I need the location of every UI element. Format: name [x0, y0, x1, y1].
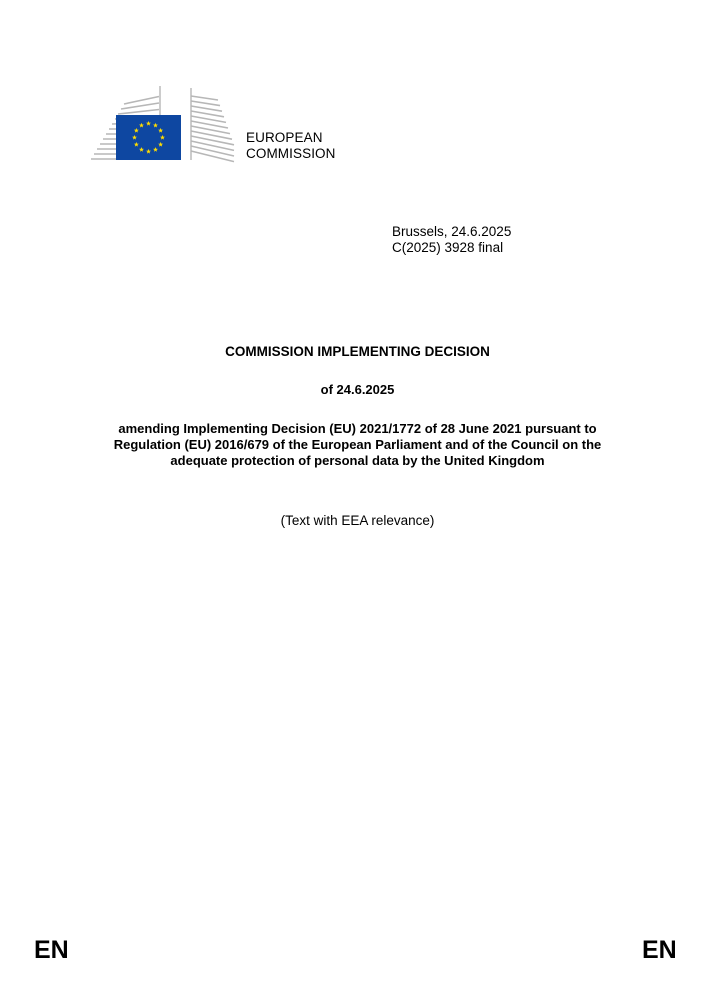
language-code-right: EN [642, 936, 677, 964]
eea-relevance-note: (Text with EEA relevance) [280, 513, 435, 528]
building-line [191, 101, 220, 106]
building-line [191, 96, 218, 100]
organization-name-line-1: EUROPEAN [246, 130, 323, 145]
language-code-left: EN [34, 936, 69, 964]
building-line [124, 97, 159, 105]
building-line [191, 136, 234, 145]
building-line [118, 110, 159, 115]
reference-block [392, 224, 511, 256]
building-line [191, 146, 234, 156]
organization-name [246, 130, 336, 162]
document-title: COMMISSION IMPLEMENTING DECISION [225, 344, 490, 359]
building-line [191, 111, 224, 117]
building-line [191, 141, 234, 150]
document-subject: amending Implementing Decision (EU) 2021/1772 of 28 June 2021 pursuant to Regulation (EU) 2016/679 of the European Parliament and of the Council on the adequate protection of personal data by the United Kingdom [113, 421, 602, 468]
building-line [191, 151, 234, 162]
building-line [191, 106, 222, 111]
document-number: C(2025) 3928 final [392, 240, 504, 255]
organization-name-line-2: COMMISSION [246, 146, 336, 161]
document-date: of 24.6.2025 [320, 382, 395, 397]
place-and-date: Brussels, 24.6.2025 [392, 224, 512, 239]
european-commission-logo-icon [84, 84, 244, 164]
